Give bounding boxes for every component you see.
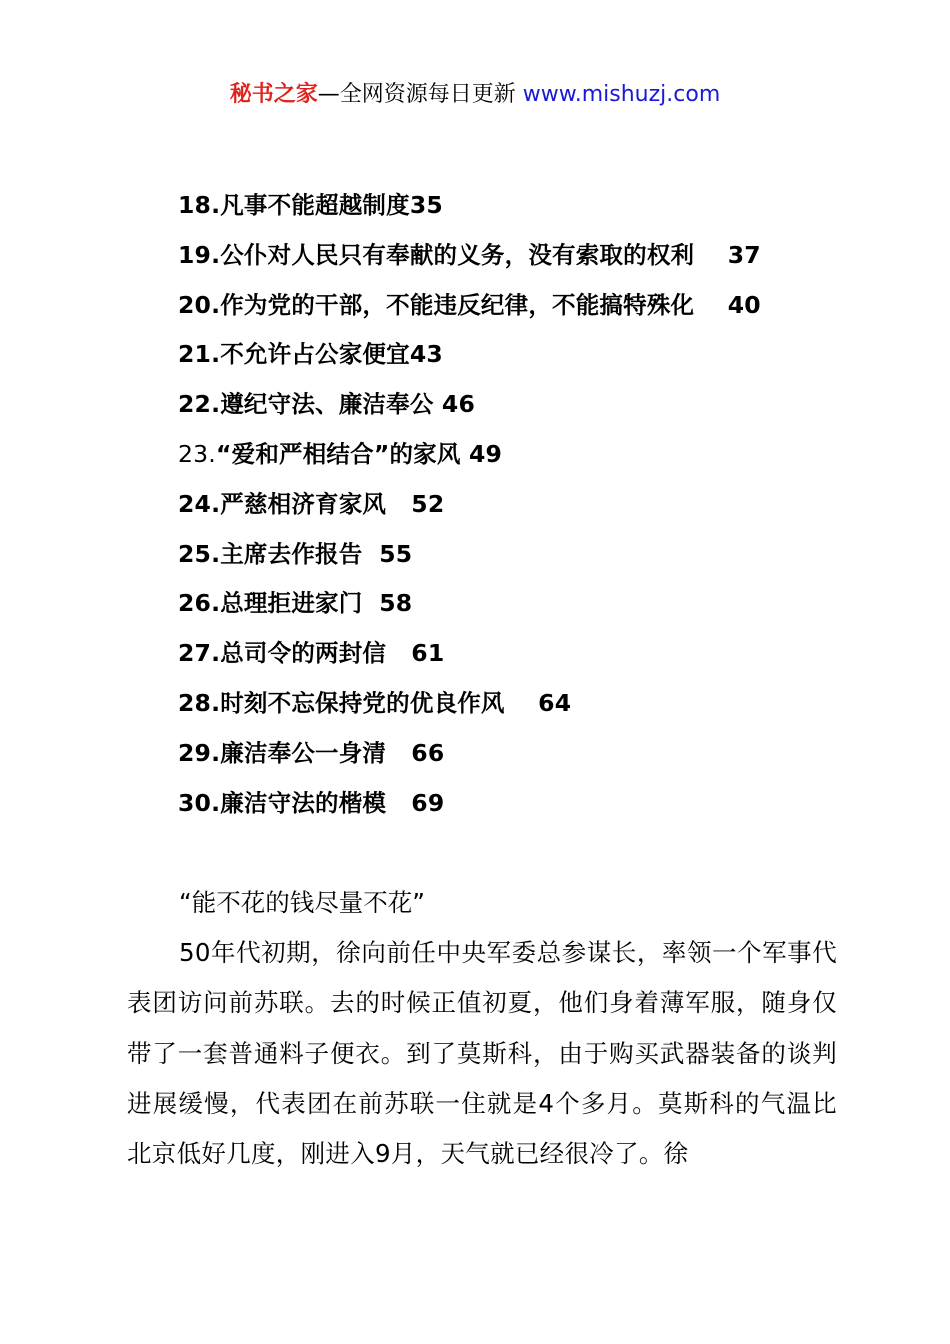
toc-item[interactable]	[178, 682, 878, 732]
toc-title: 主席去作报告 55	[220, 539, 413, 568]
article-title: “能不花的钱尽量不花”	[179, 888, 425, 917]
toc-item[interactable]	[178, 483, 878, 533]
toc-number: 21.	[178, 340, 221, 369]
toc-number: 26.	[178, 589, 221, 618]
page-header	[0, 80, 950, 110]
toc-number: 28.	[178, 688, 221, 717]
toc-item[interactable]	[178, 184, 878, 234]
toc-item[interactable]	[178, 533, 878, 583]
toc-number: 29.	[178, 738, 221, 767]
toc-item[interactable]	[178, 632, 878, 682]
toc-title: 廉洁奉公一身清 66	[220, 738, 445, 767]
toc-item[interactable]	[178, 333, 878, 383]
toc-number: 27.	[178, 639, 221, 668]
toc-title: 凡事不能超越制度35	[220, 191, 443, 219]
toc-item[interactable]	[178, 433, 878, 483]
toc-number: 18.	[178, 191, 221, 219]
toc-title: 不允许占公家便宜43	[220, 340, 443, 369]
article-paragraph: 50年代初期，徐向前任中央军委总参谋长，率领一个军事代表团访问前苏联。去的时候正值初夏，他们身着薄军服，随身仅带了一套普通料子便衣。到了莫斯科，由于购买武器装备的谈判进展缓慢，代表团在前苏联一住就是4个多月。莫斯科的气温比北京低好几度，刚进入9月，天气就已经很冷了。徐	[127, 938, 837, 1169]
toc-item[interactable]	[178, 782, 878, 832]
toc-item[interactable]	[178, 732, 878, 782]
site-url-link[interactable]: www.mishuzj.com	[522, 82, 721, 107]
site-brand: 秘书之家	[229, 82, 318, 107]
toc-item[interactable]	[178, 383, 878, 433]
toc-number: 20.	[178, 290, 221, 319]
toc-number: 25.	[178, 539, 221, 568]
toc-item[interactable]	[178, 234, 878, 284]
toc-number: 22.	[178, 390, 221, 419]
toc-title: 作为党的干部，不能违反纪律，不能搞特殊化 40	[220, 290, 761, 319]
toc-title: 严慈相济育家风 52	[220, 489, 445, 518]
toc-number: 24.	[178, 489, 221, 518]
toc-title: “爱和严相结合”的家风 49	[215, 439, 503, 468]
toc-item[interactable]	[178, 582, 878, 632]
toc-number: 19.	[178, 240, 221, 269]
article-body	[127, 878, 837, 1179]
toc-title: 时刻不忘保持党的优良作风 64	[220, 688, 572, 717]
toc-title: 遵纪守法、廉洁奉公 46	[220, 390, 476, 419]
table-of-contents	[178, 184, 878, 831]
toc-title: 廉洁守法的楷模 69	[220, 788, 445, 817]
site-tagline: —全网资源每日更新	[317, 82, 516, 107]
toc-number: 30.	[178, 788, 221, 817]
toc-item[interactable]	[178, 284, 878, 334]
toc-title: 总司令的两封信 61	[220, 639, 445, 668]
toc-title: 公仆对人民只有奉献的义务，没有索取的权利 37	[220, 240, 761, 269]
toc-number: 23.	[178, 439, 216, 468]
toc-title: 总理拒进家门 58	[220, 589, 413, 618]
